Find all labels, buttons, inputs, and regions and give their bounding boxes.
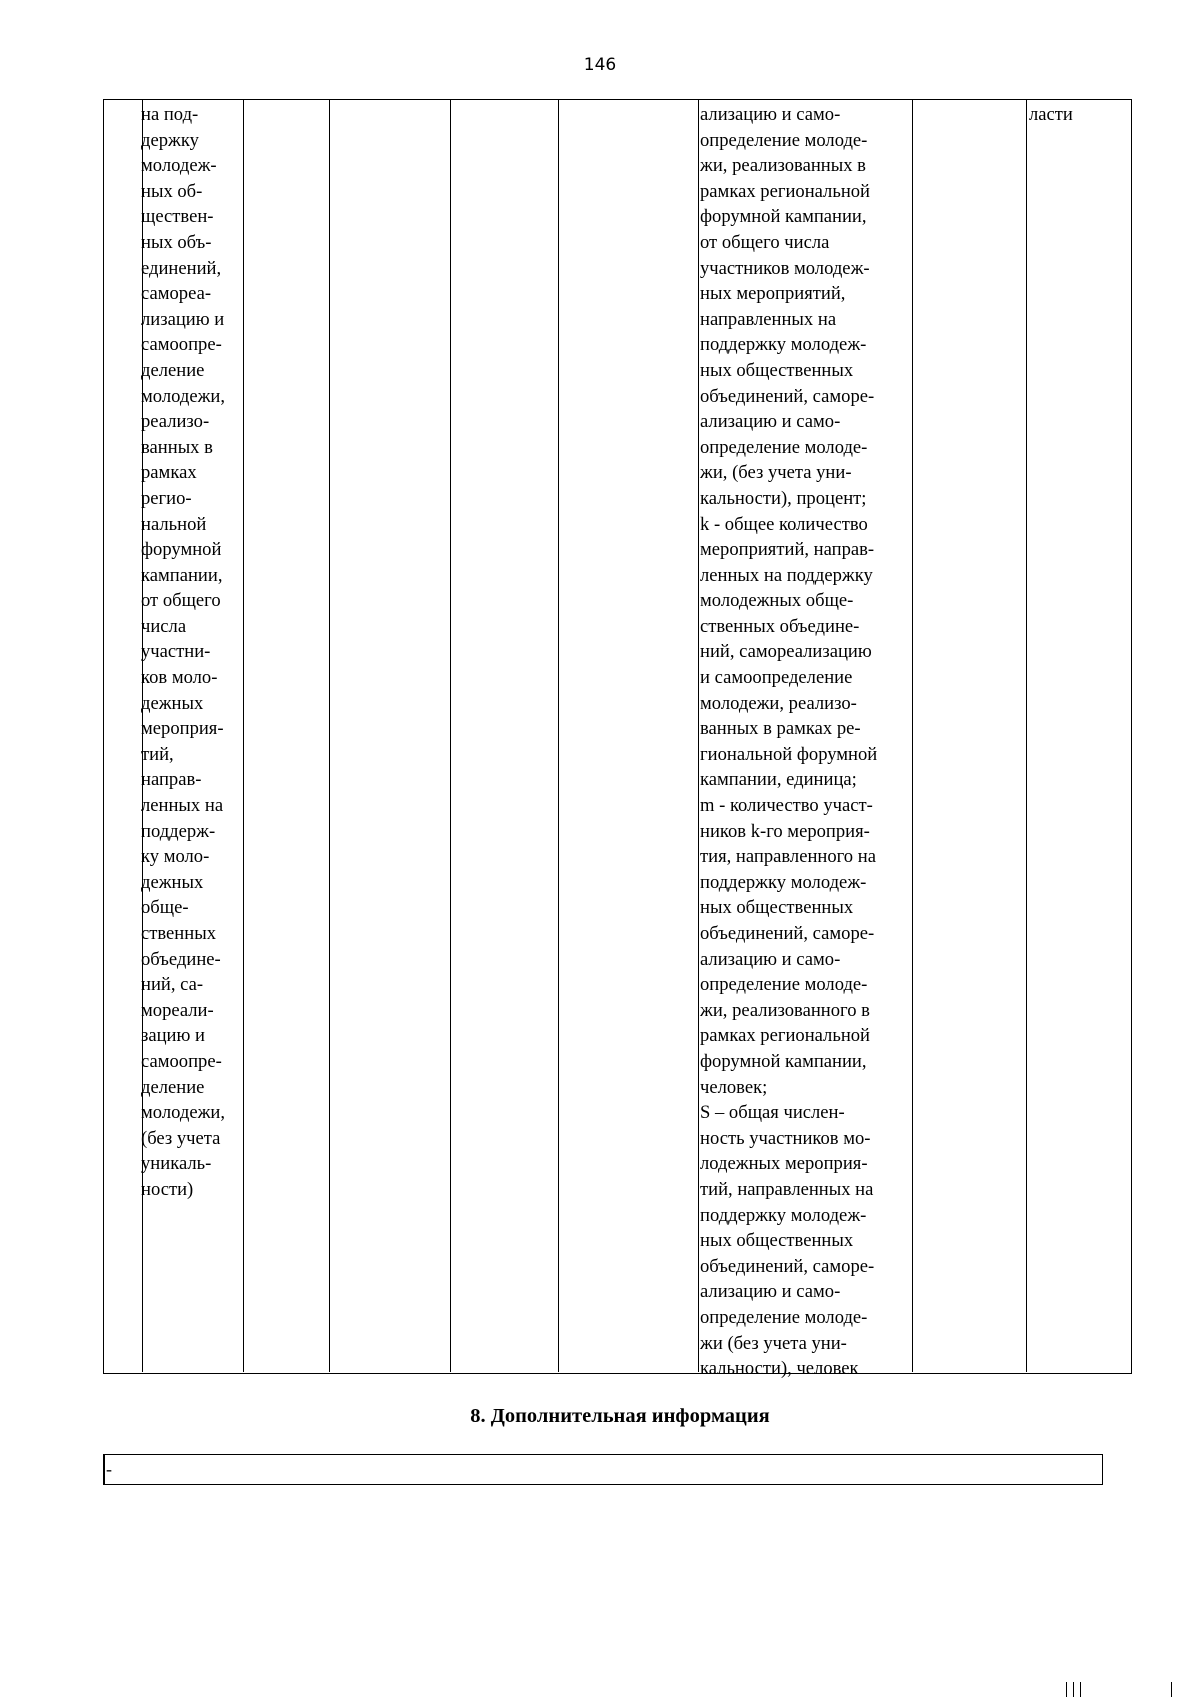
scan-mark: [1171, 1682, 1172, 1697]
column-divider: [698, 100, 699, 1372]
cell-line: k - общее количество: [700, 513, 868, 535]
cell-line: участников молодеж-: [700, 257, 870, 279]
column-divider: [1026, 100, 1027, 1372]
cell-line: деление: [141, 1076, 205, 1098]
cell-line: определение молоде-: [700, 129, 868, 151]
cell-line: ленных на поддержку: [700, 564, 873, 586]
cell-line: форумной кампании,: [700, 206, 867, 228]
cell-line: зацию и: [141, 1025, 205, 1047]
cell-line: S – общая числен-: [700, 1102, 845, 1124]
cell-line: жи, (без учета уни-: [700, 462, 852, 484]
cell-line: (без учета: [141, 1127, 221, 1149]
data-source-cell: [1029, 102, 1073, 128]
cell-line: регио-: [141, 487, 192, 509]
cell-line: молодежных обще-: [700, 590, 854, 612]
cell-line: мореали-: [141, 999, 214, 1021]
cell-line: от общего числа: [700, 231, 830, 253]
cell-line: рамках: [141, 462, 197, 484]
cell-line: m - количество участ-: [700, 795, 873, 817]
cell-line: лизацию и: [141, 308, 225, 330]
column-divider: [558, 100, 559, 1372]
scan-mark: [1073, 1682, 1074, 1697]
cell-line: рамках региональной: [700, 180, 871, 202]
cell-line: ность участников мо-: [700, 1127, 871, 1149]
cell-line: ников k-го мероприя-: [700, 820, 870, 842]
cell-line: ализацию и само-: [700, 1281, 841, 1303]
cell-line: жи, реализованного в: [700, 999, 870, 1021]
indicator-name-cell: [141, 102, 225, 1203]
cell-line: от общего: [141, 590, 221, 612]
cell-line: ных мероприятий,: [700, 283, 846, 305]
cell-line: на под-: [141, 104, 199, 125]
calculation-method-cell: [700, 102, 877, 1382]
cell-line: ственных: [141, 923, 216, 944]
cell-line: и самоопределение: [700, 667, 853, 689]
cell-line: объединений, саморе-: [700, 923, 875, 944]
cell-line: объедине-: [141, 948, 221, 970]
cell-line: самоопре-: [141, 334, 222, 356]
column-divider: [450, 100, 451, 1372]
cell-line: ку моло-: [141, 846, 210, 868]
cell-line: ных общественных: [700, 359, 854, 381]
cell-line: ных общественных: [700, 1230, 854, 1252]
cell-line: объединений, саморе-: [700, 385, 875, 407]
cell-line: ных об-: [141, 180, 203, 202]
cell-line: молодежи,: [141, 1102, 226, 1124]
cell-line: определение молоде-: [700, 1306, 868, 1328]
cell-line: дежных: [141, 871, 204, 893]
cell-line: тия, направленного на: [700, 846, 876, 868]
cell-line: нальной: [141, 513, 207, 535]
cell-line: рамках региональной: [700, 1025, 871, 1047]
cell-line: ственных объедине-: [700, 615, 860, 637]
additional-info-value: -: [106, 1459, 112, 1479]
column-divider: [243, 100, 244, 1372]
cell-line: ализацию и само-: [700, 104, 841, 125]
cell-line: кальности), процент;: [700, 487, 867, 509]
scan-mark: [1066, 1682, 1067, 1697]
cell-line: тий, направленных на: [700, 1178, 874, 1200]
cell-line: тий,: [141, 743, 174, 765]
cell-line: обще-: [141, 897, 189, 919]
column-divider: [329, 100, 330, 1372]
cell-line: поддержку молодеж-: [700, 334, 867, 356]
cell-line: кампании,: [141, 564, 223, 586]
scan-mark: [1080, 1682, 1081, 1697]
cell-line: молодеж-: [141, 155, 217, 177]
cell-line: ных объ-: [141, 231, 212, 253]
cell-line: объединений, саморе-: [700, 1255, 875, 1277]
cell-line: ванных в: [141, 436, 213, 458]
cell-line: жи (без учета уни-: [700, 1332, 847, 1354]
cell-line: деление: [141, 359, 205, 381]
cell-line: дежных: [141, 692, 204, 714]
cell-line: направ-: [141, 769, 202, 791]
cell-line: гиональной форумной: [700, 743, 878, 765]
cell-line: ществен-: [141, 206, 214, 228]
cell-line: самореа-: [141, 283, 212, 305]
cell-line: форумной кампании,: [700, 1050, 867, 1072]
cell-line: ализацию и само-: [700, 948, 841, 970]
cell-line: уникаль-: [141, 1153, 212, 1175]
indicator-table-continuation: [103, 99, 1132, 1380]
cell-line: ласти: [1029, 104, 1073, 125]
cell-line: молодежи,: [141, 385, 226, 407]
cell-line: форумной: [141, 539, 222, 561]
cell-line: направленных на: [700, 308, 837, 330]
cell-line: ванных в рамках ре-: [700, 718, 861, 740]
cell-line: самоопре-: [141, 1050, 222, 1072]
cell-line: лодежных мероприя-: [700, 1153, 868, 1175]
cell-line: участни-: [141, 641, 211, 663]
cell-line: определение молоде-: [700, 436, 868, 458]
cell-line: единений,: [141, 257, 222, 279]
cell-line: держку: [141, 129, 199, 151]
additional-info-box: [103, 1454, 1103, 1485]
cell-line: поддерж-: [141, 820, 216, 842]
cell-line: числа: [141, 615, 187, 637]
section-heading: 8. Дополнительная информация: [470, 1405, 770, 1427]
cell-line: жи, реализованных в: [700, 155, 866, 177]
cell-line: определение молоде-: [700, 974, 868, 996]
cell-line: ков моло-: [141, 667, 218, 689]
cell-line: ности): [141, 1178, 194, 1200]
cell-line: мероприя-: [141, 718, 224, 740]
cell-line: реализо-: [141, 411, 210, 433]
cell-line: молодежи, реализо-: [700, 692, 857, 714]
cell-line: ний, са-: [141, 974, 204, 996]
cell-line: мероприятий, направ-: [700, 539, 875, 561]
cell-line: кальности), человек: [700, 1358, 859, 1380]
cell-line: ных общественных: [700, 897, 854, 919]
column-divider: [912, 100, 913, 1372]
cell-line: поддержку молодеж-: [700, 871, 867, 893]
cell-line: поддержку молодеж-: [700, 1204, 867, 1226]
cell-line: кампании, единица;: [700, 769, 857, 791]
cell-line: ленных на: [141, 795, 224, 817]
cell-line: ализацию и само-: [700, 411, 841, 433]
cell-line: человек;: [700, 1076, 768, 1098]
page-number: 146: [583, 55, 617, 75]
cell-line: ний, самореализацию: [700, 641, 872, 663]
